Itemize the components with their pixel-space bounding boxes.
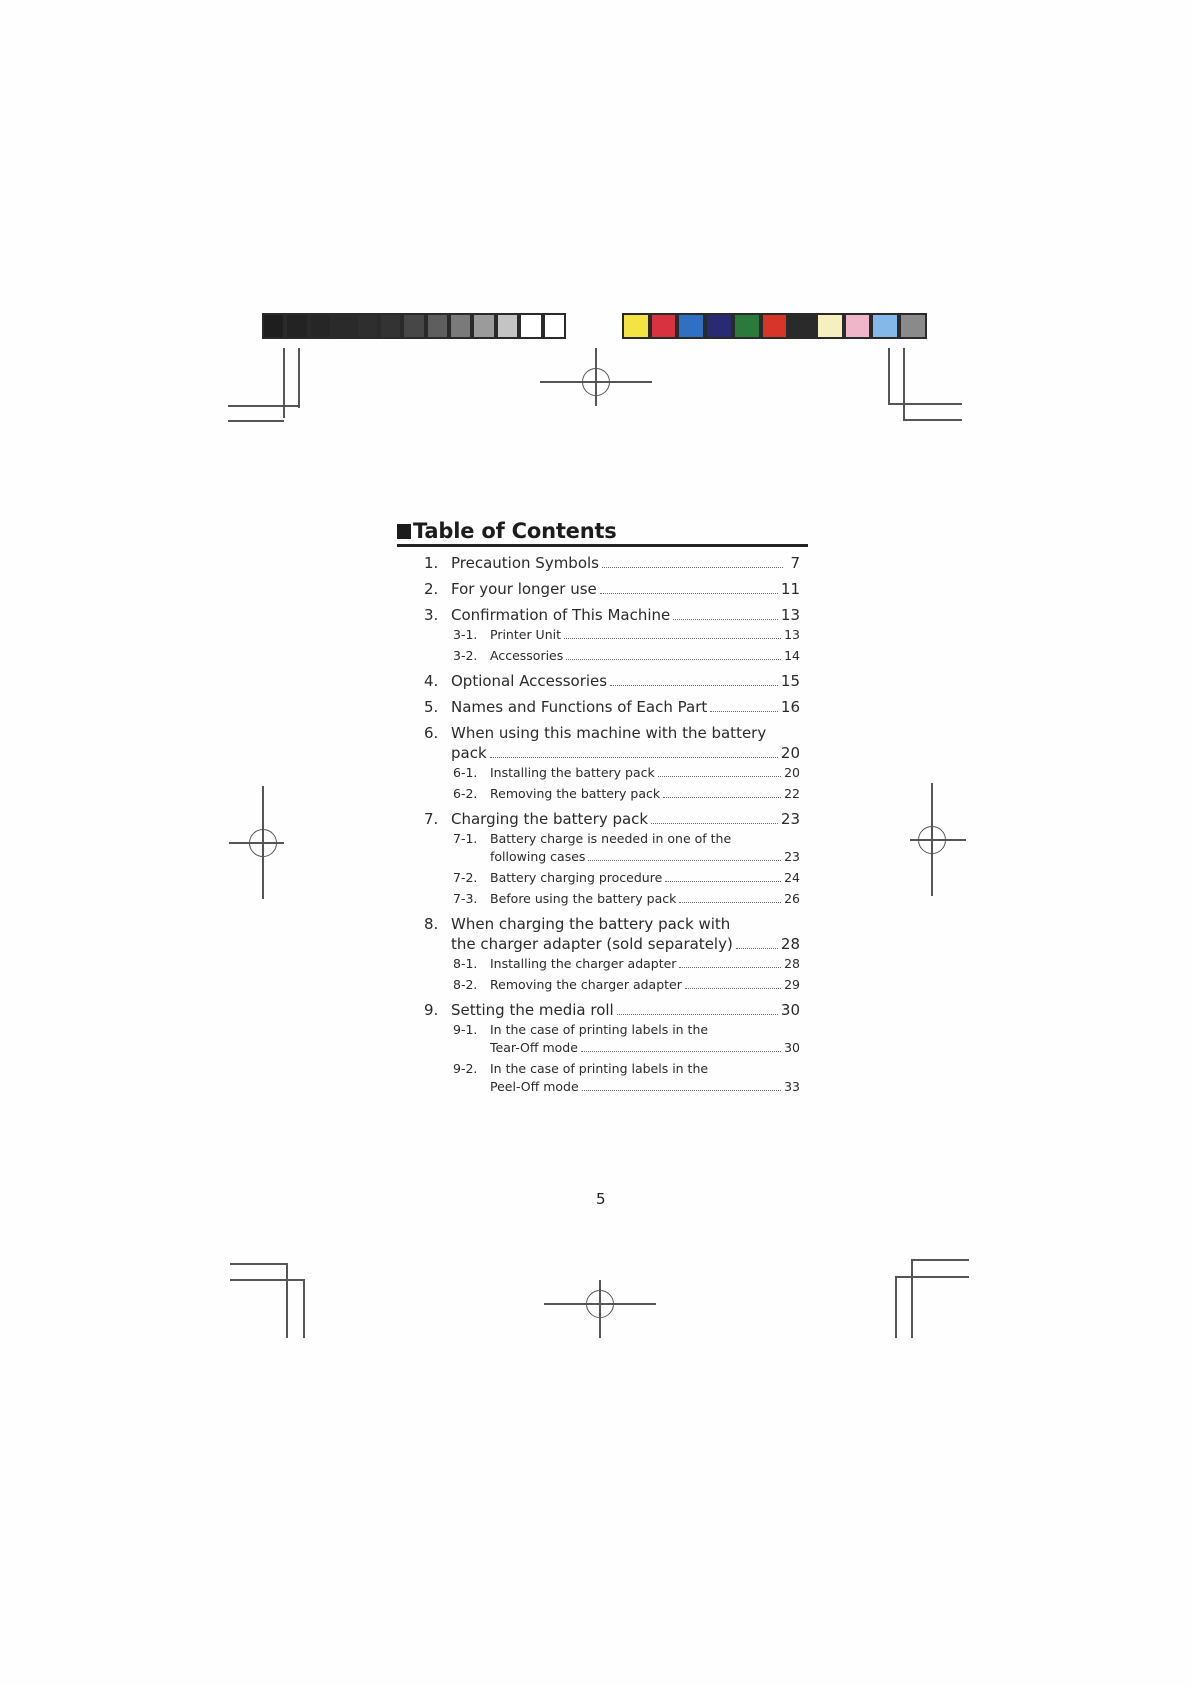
dot-leader	[679, 967, 781, 968]
entry-page-number: 11	[780, 580, 800, 598]
entry-title-row	[451, 934, 800, 954]
entry-page-number: 30	[780, 1001, 800, 1019]
color-swatch	[733, 313, 761, 339]
entry-title-row	[451, 671, 800, 691]
grayscale-swatch	[356, 313, 379, 339]
entry-page-number: 22	[784, 786, 800, 801]
entry-title: Accessories	[490, 648, 564, 663]
dot-leader	[610, 685, 778, 686]
entry-page-number: 23	[780, 810, 800, 828]
entry-title-row	[490, 764, 800, 782]
entry-title-row	[451, 553, 800, 573]
toc-subentry	[397, 890, 808, 908]
entry-page-number: 13	[784, 627, 800, 642]
entry-title-row	[490, 1039, 800, 1057]
dot-leader	[685, 988, 781, 989]
dot-leader	[582, 1090, 781, 1091]
entry-title: For your longer use	[451, 580, 597, 598]
toc-entry	[397, 723, 808, 763]
entry-title: Confirmation of This Machine	[451, 606, 671, 624]
grayscale-swatch	[426, 313, 449, 339]
entry-title-row	[451, 743, 800, 763]
entry-page-number: 16	[780, 698, 800, 716]
grayscale-swatch	[496, 313, 519, 339]
subentry-number: 9-2.	[453, 1061, 478, 1076]
dot-leader	[564, 638, 781, 639]
entry-title: Optional Accessories	[451, 672, 608, 690]
entry-body	[490, 764, 800, 782]
subentry-number: 6-2.	[453, 786, 478, 801]
entry-title-line: When using this machine with the battery	[451, 724, 767, 742]
entry-number: 2.	[424, 580, 439, 598]
entry-title-line: In the case of printing labels in the	[490, 1022, 709, 1037]
entry-title-line: In the case of printing labels in the	[490, 1061, 709, 1076]
entry-title: Tear-Off mode	[490, 1040, 578, 1055]
dot-leader	[581, 1051, 781, 1052]
grayscale-swatch	[543, 313, 566, 339]
entry-title: Installing the charger adapter	[490, 956, 677, 971]
toc-entry	[397, 914, 808, 954]
entry-body	[490, 890, 800, 908]
color-swatch	[844, 313, 872, 339]
toc-heading	[397, 515, 808, 547]
entry-title-row	[490, 1078, 800, 1096]
entry-title-row	[490, 848, 800, 866]
grayscale-swatch	[402, 313, 425, 339]
entry-body	[451, 671, 800, 691]
grayscale-swatch	[262, 313, 285, 339]
table-of-contents	[397, 515, 808, 1102]
entry-body	[451, 809, 800, 829]
entry-body	[490, 955, 800, 973]
entry-page-number: 13	[780, 606, 800, 624]
toc-subentry	[397, 785, 808, 803]
subentry-number: 7-1.	[453, 831, 478, 846]
entry-number: 4.	[424, 672, 439, 690]
entry-body	[490, 830, 800, 866]
dot-leader	[673, 619, 778, 620]
toc-entry	[397, 671, 808, 691]
entry-body	[451, 553, 800, 573]
entry-title: Printer Unit	[490, 627, 562, 642]
color-swatch	[705, 313, 733, 339]
entry-title-row	[451, 579, 800, 599]
grayscale-swatch	[449, 313, 472, 339]
dot-leader	[617, 1014, 778, 1015]
dot-leader	[665, 881, 781, 882]
entry-title: Charging the battery pack	[451, 810, 649, 828]
entry-page-number: 30	[784, 1040, 800, 1055]
toc-subentry	[397, 1021, 808, 1057]
dot-leader	[658, 776, 781, 777]
entry-number: 9.	[424, 1001, 439, 1019]
entry-title-row	[451, 697, 800, 717]
entry-number: 1.	[424, 554, 439, 572]
color-swatch	[650, 313, 678, 339]
toc-list	[397, 553, 808, 1096]
subentry-number: 3-2.	[453, 648, 478, 663]
dot-leader	[490, 757, 778, 758]
entry-title-row	[490, 647, 800, 665]
entry-body	[490, 626, 800, 644]
entry-body	[490, 869, 800, 887]
grayscale-swatch	[285, 313, 308, 339]
entry-title-line: Battery charge is needed in one of the	[490, 831, 732, 846]
entry-page-number: 28	[780, 935, 800, 953]
entry-number: 7.	[424, 810, 439, 828]
entry-body	[451, 1000, 800, 1020]
toc-subentry	[397, 955, 808, 973]
dot-leader	[566, 659, 781, 660]
entry-body	[490, 976, 800, 994]
color-swatch	[677, 313, 705, 339]
entry-title-row	[451, 605, 800, 625]
entry-body	[451, 605, 800, 625]
entry-title: Peel-Off mode	[490, 1079, 579, 1094]
entry-title-row	[490, 869, 800, 887]
entry-title-row	[451, 809, 800, 829]
entry-body	[451, 914, 800, 954]
subentry-number: 8-1.	[453, 956, 478, 971]
toc-entry	[397, 605, 808, 625]
entry-title: Battery charging procedure	[490, 870, 663, 885]
dot-leader	[588, 860, 781, 861]
entry-body	[490, 785, 800, 803]
toc-subentry	[397, 869, 808, 887]
entry-title: Precaution Symbols	[451, 554, 599, 572]
toc-subentry	[397, 830, 808, 866]
entry-title-row	[490, 955, 800, 973]
dot-leader	[651, 823, 778, 824]
entry-title-row	[451, 1000, 800, 1020]
page-number: 5	[596, 1190, 606, 1208]
entry-title: pack	[451, 744, 487, 762]
entry-page-number: 23	[784, 849, 800, 864]
entry-page-number: 14	[784, 648, 800, 663]
dot-leader	[736, 948, 778, 949]
grayscale-swatch	[332, 313, 355, 339]
entry-body	[490, 1060, 800, 1096]
entry-title: Setting the media roll	[451, 1001, 614, 1019]
subentry-number: 3-1.	[453, 627, 478, 642]
entry-page-number: 7	[790, 554, 800, 572]
entry-title-row	[490, 785, 800, 803]
entry-title: Removing the battery pack	[490, 786, 661, 801]
entry-title-row	[490, 976, 800, 994]
toc-subentry	[397, 764, 808, 782]
entry-title: Removing the charger adapter	[490, 977, 682, 992]
square-bullet-icon	[397, 524, 411, 539]
entry-title-row	[490, 890, 800, 908]
color-swatch	[788, 313, 816, 339]
subentry-number: 6-1.	[453, 765, 478, 780]
entry-title-line: When charging the battery pack with	[451, 915, 731, 933]
color-swatch	[622, 313, 650, 339]
entry-body	[451, 723, 800, 763]
entry-number: 8.	[424, 915, 439, 933]
color-swatch	[871, 313, 899, 339]
grayscale-calibration-bar	[262, 313, 566, 339]
toc-entry	[397, 1000, 808, 1020]
subentry-number: 8-2.	[453, 977, 478, 992]
color-calibration-bar	[622, 313, 927, 339]
entry-page-number: 24	[784, 870, 800, 885]
dot-leader	[663, 797, 781, 798]
toc-subentry	[397, 976, 808, 994]
dot-leader	[679, 902, 781, 903]
toc-entry	[397, 809, 808, 829]
entry-title-row	[490, 626, 800, 644]
entry-title: the charger adapter (sold separately)	[451, 935, 733, 953]
entry-number: 6.	[424, 724, 439, 742]
color-swatch	[761, 313, 789, 339]
entry-title: Names and Functions of Each Part	[451, 698, 708, 716]
entry-title: Installing the battery pack	[490, 765, 655, 780]
subentry-number: 7-3.	[453, 891, 478, 906]
entry-page-number: 20	[784, 765, 800, 780]
toc-entry	[397, 697, 808, 717]
entry-body	[451, 697, 800, 717]
entry-body	[490, 647, 800, 665]
entry-page-number: 20	[780, 744, 800, 762]
grayscale-swatch	[472, 313, 495, 339]
entry-page-number: 26	[784, 891, 800, 906]
entry-page-number: 15	[780, 672, 800, 690]
entry-page-number: 29	[784, 977, 800, 992]
dot-leader	[602, 567, 783, 568]
dot-leader	[710, 711, 778, 712]
entry-title: following cases	[490, 849, 586, 864]
dot-leader	[600, 593, 778, 594]
subentry-number: 7-2.	[453, 870, 478, 885]
entry-number: 5.	[424, 698, 439, 716]
grayscale-swatch	[309, 313, 332, 339]
entry-title: Before using the battery pack	[490, 891, 677, 906]
toc-entry	[397, 579, 808, 599]
entry-page-number: 28	[784, 956, 800, 971]
color-swatch	[899, 313, 927, 339]
subentry-number: 9-1.	[453, 1022, 478, 1037]
entry-body	[490, 1021, 800, 1057]
grayscale-swatch	[519, 313, 542, 339]
color-swatch	[816, 313, 844, 339]
entry-body	[451, 579, 800, 599]
toc-entry	[397, 553, 808, 573]
toc-subentry	[397, 647, 808, 665]
entry-number: 3.	[424, 606, 439, 624]
toc-title: Table of Contents	[413, 519, 617, 543]
grayscale-swatch	[379, 313, 402, 339]
entry-page-number: 33	[784, 1079, 800, 1094]
toc-subentry	[397, 626, 808, 644]
toc-subentry	[397, 1060, 808, 1096]
